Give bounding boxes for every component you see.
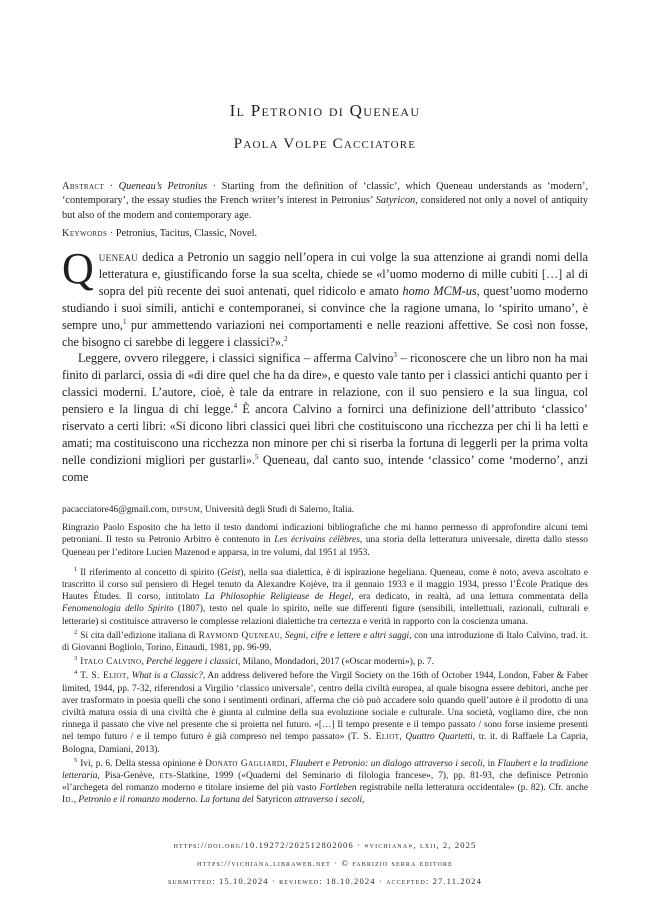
affiliation-text: , Università degli Studi di Salerno, Italia. [200,505,355,515]
note-italic: Segni, cifre e lettere e altri saggi [284,630,410,641]
doi-line[interactable]: https://doi.org/10.19272/202512802006 · «vichiana», lxii, 2, 2025 [173,840,477,850]
footnote-number: 4 [74,669,78,677]
note-text: -Slatkine, 1999 («Quaderni del Seminario di filologia francese», 7), pp. 81-93, che definisce Petronio «l’archegeta del romanzo moderno e titolare insieme del più vasto [62,771,588,794]
abstract-separator: · [207,181,222,192]
note-text: registrabile nella letteratura occidentale» (p. 82). Cfr. anche [356,783,588,794]
submission-dates: submitted: 15.10.2024 · reviewed: 18.10.2024 · accepted: 27.11.2024 [168,876,482,886]
note-text: , [73,795,79,806]
note-text: Ivi, p. 6. Della stessa opinione è [80,758,206,769]
note-text: , in [482,758,498,769]
note-italic: Fenomenologia dello Spirito [62,604,174,615]
note-author: Donato Gagliardi [205,758,286,769]
note-italic: What is a Classic? [131,671,203,682]
footnote-1 [62,567,588,628]
acknowledgement-note [62,522,588,559]
note-italic: Les écrivains célèbres [274,535,360,546]
article-body [62,244,589,486]
note-italic: Geist [220,567,241,578]
note-author: Italo Calvino [80,657,142,668]
note-italic: Perché leggere i classici [146,657,238,668]
note-italic: Petronio e il romanzo moderno. La fortuna del [78,795,254,806]
note-italic: attraverso i secoli [294,795,363,806]
abstract-separator: · [104,181,119,192]
footnote-number: 2 [74,628,78,636]
abstract-label: Abstract [62,181,105,192]
note-text: , [279,630,285,641]
author-affiliation [62,504,588,516]
note-text: , An address delivered before the Virgil Society on the 16th of October 1944, London, Faber & Faber limited, 1944, pp. 7-32, riferendosi a Virgilio ‘classico universale’, centro della civiltà europea, al quale bisogna essere debitori, anche per aver trasformato in poesia quelli che sono i sentimenti ordinari, afferma che ciò può accadere solo quando quell’autore è il prodotto di una civiltà matura ossia di una civiltà che è giunta al culmine della sua evoluzione sociale e culturale. Una società, vogliamo dire, che non rinnega il passato che vive nel presente che si proietta nel futuro. «[…] Il tempo presente e il tempo passato / sono forse insieme presenti nel tempo futuro / e il tempo futuro è già compreso nel tempo passato» ( [62,671,589,743]
footnote-ref[interactable]: 4 [233,402,238,411]
abstract-text: , considered not only a novel of antiquity but also of the modern and contemporary age. [62,195,588,221]
drop-cap: Q [62,244,94,293]
note-text: , era dedicato, in realtà, ad una lettura commentata della [351,592,588,603]
note-author: T. S. Eliot [351,732,400,743]
note-author: Raymond Queneau [198,630,280,641]
note-italic: Flaubert e la tradizione letteraria [62,758,588,782]
note-text: , con una introduzione di Italo Calvino, trad. it. di Giovanni Bogliolo, Torino, Einaudi, 1981, pp. 96-99. [62,630,588,654]
note-text: ), nella sua dialettica, è di ispirazione hegeliana. Queneau, come è noto, aveva ascoltato e trascritto il corso sul pensiero di Hegel tenuto da Alexandre Kojève, tra il gennaio 1933 e il maggio 1934, presso l’École Pratique des Hautes Études. Il corso, intitolato [62,567,588,603]
note-text: , tr. it. di Raffaele La Capria, Bologna, Damiani, 2013). [62,732,588,755]
note-author: Id. [62,795,74,806]
article-author: Paola Volpe Cacciatore [233,136,417,152]
keywords [62,227,588,241]
note-italic: La Philosophie Religieuse de Hegel [204,592,352,603]
note-text: , una storia della letteratura universale, diretta dallo stesso Queneau per l’editore Lucien Mazenod e apparsa, in tre volumi, dal 1951 al 1953. [62,535,588,558]
keywords-text: · Petronius, Tacitus, Classic, Novel. [107,228,258,239]
footnote-ref[interactable]: 5 [255,452,259,461]
body-paragraph [62,350,588,485]
footnote-ref[interactable]: 3 [393,351,397,360]
lead-word: ueneau [98,250,139,264]
note-text: Satyricon [253,795,295,806]
body-text: Leggere, ovvero rileggere, i classici significa – afferma Calvino [78,351,394,366]
note-author: T. S. Eliot [80,671,127,682]
note-text: , Milano, Mondadori, 2017 («Oscar moderni»), p. 7. [237,657,434,668]
footnote-number: 5 [74,756,78,764]
body-text: – riconoscere che un libro non ha mai finito di parlarci, ossia di «di dire quel che ha da dire», e questo vale tanto per i classici antichi quanto per i classici moderni. L’autore, cioè, è tale da entrare in relazione, con il suo pensiero e la sua lingua, col pensiero e la lingua di chi legge. [62,351,589,417]
footnote-2 [62,630,588,654]
body-text: Queneau, dal canto suo, intende ‘classico’ come ‘moderno’, anzi come [62,452,588,484]
abstract-text: Starting from the definition of ‘classic’, which Queneau understands as ‘modern’, ‘contemporary’, the essay studies the French writer’s interest in Petronius’ [62,181,589,207]
footnote-ref[interactable]: 2 [284,334,288,343]
affiliation-separator: , [166,505,172,515]
note-publisher: ets [159,771,174,782]
body-text: , quest’uomo moderno studiando i suoi simili, antichi e contemporanei, si convince che la ragione umana, lo ‘spirito umano’, è sempre uno, [62,283,588,332]
body-italic: homo MCM-us [402,283,477,298]
body-text: È ancora Calvino a fornirci una definizione dell’attributo ‘classico’ riservato a certi libri: «Si dicono libri classici quei libri che costituiscono una ricchezza per chi li ha letti e amati; ma costituiscono una ricchezza non minore per chi si riserba la fortuna di leggerli per la prima volta nelle condizioni migliori per gustarli». [62,402,588,467]
note-italic: Fortleben [319,783,357,794]
note-italic: Quattro Quartetti [405,732,473,743]
note-text: , [141,657,147,668]
author-email[interactable]: pacacciatore46@gmail.com [62,505,167,515]
article-title: Il Petronio di Queneau [229,101,421,120]
note-text: , [399,732,406,743]
note-text: Ringrazio Paolo Esposito che ha letto il testo dandomi indicazioni bibliografiche che mi hanno permesso di approfondire alcuni temi petroniani. Il testo su Petronio Arbitro è contenuto in [62,523,588,546]
note-italic: Flaubert e Petronio: un dialogo attraverso i secoli [290,758,483,769]
note-text: , [126,671,132,682]
footnotes [62,504,588,809]
footnote-5 [62,758,588,807]
footnote-number: 1 [74,565,78,573]
note-text: , [362,795,365,806]
body-text: dedica a Petronio un saggio nell’opera in cui volge la sua attenzione ai grandi nomi della letteratura e, giustificando forse la sua scelta, chiede se «l’uomo moderno di mille cubiti […] al di sopra del più recente dei suoi antenati, quel ridicolo e amato [98,250,588,298]
abstract-subject: Queneau’s Petronius [118,181,208,192]
body-paragraph [62,244,588,350]
note-text: Il riferimento al concetto di spirito ( [80,567,221,578]
note-text: Si cita dall’edizione italiana di [80,630,199,641]
note-text: , Pisa-Genève, [97,771,160,782]
footnote-number: 3 [74,655,78,663]
footnote-4 [62,670,588,755]
note-text: (1807), testo nel quale lo spirito, nelle sue differenti figure (sensibili, intellettuali, razionali, culturali e letterarie) si costituisce attraverso le complesse relazioni dialettiche tra certezza e verità in rapporto con la coscienza umana. [62,604,588,627]
department: dipsum [171,505,201,515]
abstract-work-title: Satyricon [375,195,416,207]
keywords-label: Keywords [62,228,108,239]
abstract [62,180,588,223]
note-text: , [285,758,291,769]
footnote-3 [62,656,588,668]
journal-url-line[interactable]: https://vichiana.libraweb.net · © fabrizio serra editore [197,858,453,868]
footnote-ref[interactable]: 1 [122,317,127,326]
body-text: pur ammettendo variazioni nei comportamenti e nelle reazioni affettive. Se così non fosse, che bisogno ci sarebbe di leggere i classici?». [62,317,588,349]
